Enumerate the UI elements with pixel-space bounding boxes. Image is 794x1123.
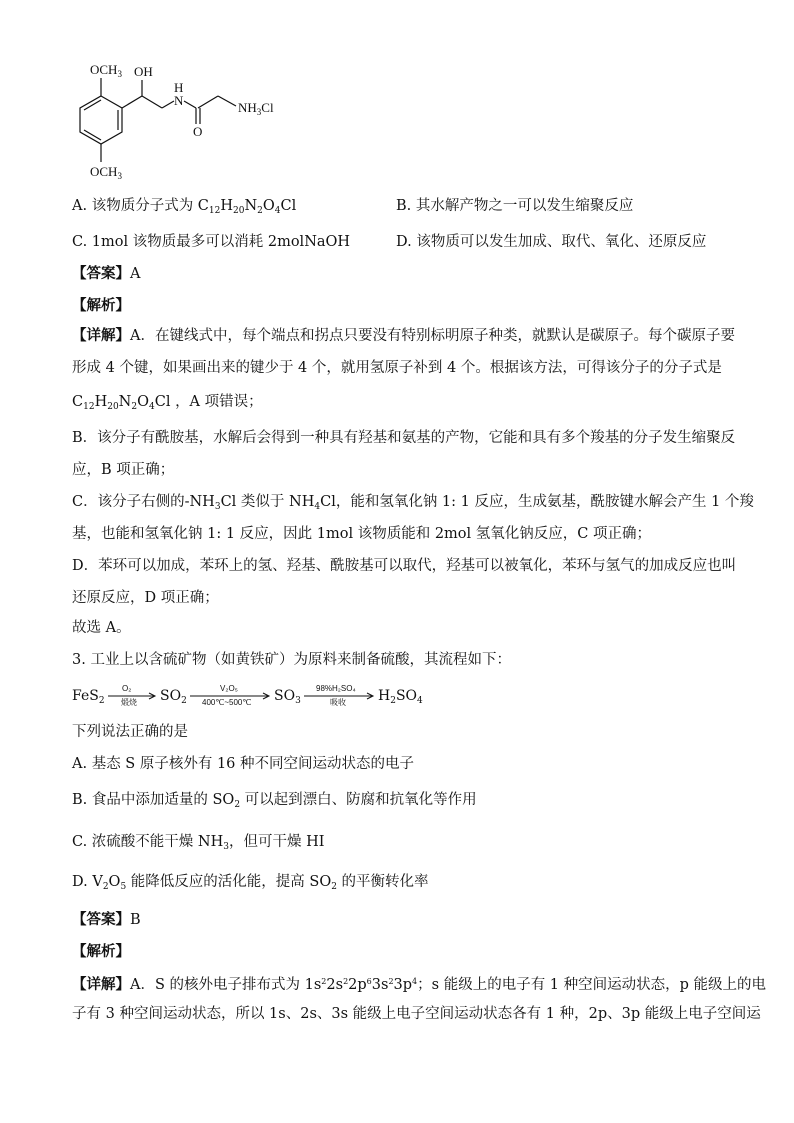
q2-option-a: A. 该物质分子式为 $C_{12}H_{20}N_2O_4Cl$ [72,198,297,216]
flow-arrow-1 [106,680,158,710]
q2-detail-2b: 应，B 项正确； [72,462,175,478]
q3-detail-1b: 子有 3 种空间运动状态，所以 1s、2s、3s 能级上电子空间运动状态各有 1 种，2p、3p 能级上电子空间运 [72,1006,761,1022]
svg-text:O₂: O₂ [122,684,132,693]
q2-detail-3a: C．该分子右侧的$-NH_3Cl$ 类似于 $NH_4Cl$，能和氢氧化钠 1: 1 反应，生成氨基，酰胺键水解会产生 1 个羧 [72,494,754,512]
flow-so2: $SO_2$ [160,688,187,706]
q3-option-a: A. 基态 S 原子核外有 16 种不同空间运动状态的电子 [72,756,415,772]
label-nh3cl: $NH_3Cl$ [238,100,274,117]
q3-question: 下列说法正确的是 [72,724,188,740]
q3-detail-1a: 【详解】A．S 的核外电子排布式为 $1s^22s^22p^63s^23p^4$；s 能级上的电子有 1 种空间运动状态，p 能级上的电 [72,977,767,993]
label-o: O [193,124,203,139]
flow-h2so4: $H_2SO_4$ [378,688,423,706]
label-och3-top: $OCH_3$ [90,62,122,79]
q2-detail-1b: 形成 4 个键，如果画出来的键少于 4 个，就用氢原子补到 4 个。根据该方法，可得该分子的分子式是 [72,360,722,376]
flow-arrow-2 [188,680,272,710]
label-h: H [174,80,184,95]
label-och3-bottom: $OCH_3$ [90,164,122,181]
q2-analysis-label: 【解析】 [72,298,130,314]
label-n: N [174,93,184,108]
q2-detail-4b: 还原反应，D 项正确； [72,590,219,606]
q3-option-b: B. 食品中添加适量的 $SO_2$ 可以起到漂白、防腐和抗氧化等作用 [72,792,477,810]
label-oh: OH [134,64,153,79]
svg-text:V₂O₅: V₂O₅ [220,684,238,693]
svg-text:98%H₂SO₄: 98%H₂SO₄ [316,684,356,693]
q2-detail-2a: B．该分子有酰胺基，水解后会得到一种具有羟基和氨基的产物，它能和具有多个羧基的分子发生缩聚反 [72,430,736,446]
q2-detail-1a: 【详解】A．在键线式中，每个端点和拐点只要没有特别标明原子种类，就默认是碳原子。每个碳原子要 [72,328,735,344]
q2-option-b: B. 其水解产物之一可以发生缩聚反应 [396,198,634,214]
q3-option-d: D. $V_2O_5$ 能降低反应的活化能，提高 $SO_2$ 的平衡转化率 [72,874,429,892]
svg-text:吸收: 吸收 [330,698,346,707]
q2-detail-4a: D．苯环可以加成，苯环上的氢、羟基、酰胺基可以取代，羟基可以被氧化，苯环与氢气的加成反应也叫 [72,558,737,574]
flow-fes2: FeS$_2$ [72,688,105,706]
flow-arrow-3 [302,680,376,710]
flow-so3: $SO_3$ [274,688,301,706]
q2-detail-3b: 基，也能和氢氧化钠 1: 1 反应，因此 1mol 该物质能和 2mol 氢氧化钠反应，C 项正确； [72,526,651,542]
svg-text:400℃~500℃: 400℃~500℃ [202,698,252,707]
q2-conclusion: 故选 A。 [72,620,131,636]
benzene-ring [80,96,122,144]
q2-answer: 【答案】A [72,266,141,282]
q2-detail-1c: $C_{12}H_{20}N_2O_4Cl$ ，A 项错误； [72,394,263,412]
q2-option-c: C. 1mol 该物质最多可以消耗 2molNaOH [72,234,351,250]
q2-option-d: D. 该物质可以发生加成、取代、氧化、还原反应 [396,234,707,250]
structure-diagram [66,58,326,186]
q3-stem: 3. 工业上以含硫矿物（如黄铁矿）为原料来制备硫酸，其流程如下： [72,652,511,668]
svg-text:煅烧: 煅烧 [121,698,137,707]
q3-answer: 【答案】B [72,912,141,928]
q3-analysis-label: 【解析】 [72,944,130,960]
q3-option-c: C. 浓硫酸不能干燥 $NH_3$，但可干燥 HI [72,834,325,852]
